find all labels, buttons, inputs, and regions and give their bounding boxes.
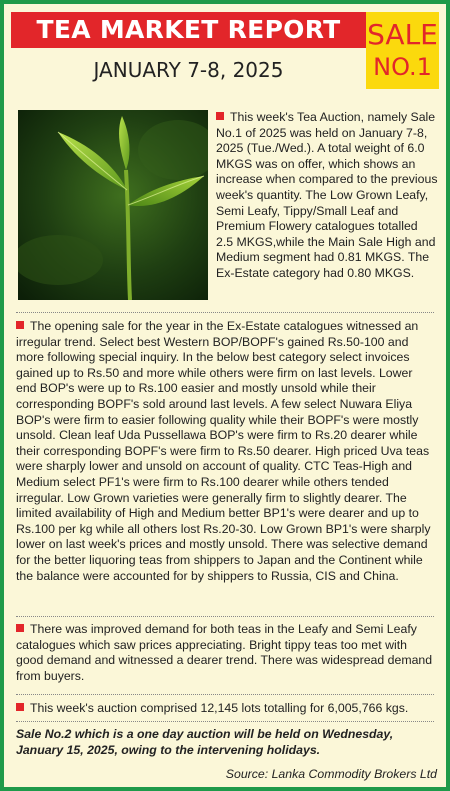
divider [16, 694, 434, 695]
sale-badge-line1: SALE [367, 18, 438, 51]
lots-paragraph [16, 701, 436, 717]
leafy-paragraph-text: There was improved demand for both teas in the Leafy and Semi Leafy catalogues which saw prices appreciating. Bright tippy teas too met with good demand and witnessed a dearer trend. There was widespread demand from buyers. [16, 622, 433, 683]
tea-leaf-photo [18, 110, 208, 300]
bullet-square-icon [16, 703, 24, 711]
bullet-square-icon [16, 321, 24, 329]
source-credit: Source: Lanka Commodity Brokers Ltd [225, 767, 437, 781]
report-title: TEA MARKET REPORT [11, 12, 366, 48]
ex-estate-paragraph [16, 319, 436, 584]
lots-paragraph-text: This week's auction comprised 12,145 lots totalling for 6,005,766 kgs. [30, 701, 409, 715]
bullet-square-icon [216, 112, 224, 120]
sale-badge-line2: NO.1 [373, 53, 432, 81]
report-date: JANUARY 7-8, 2025 [93, 58, 284, 82]
ex-estate-paragraph-text: The opening sale for the year in the Ex-Estate catalogues witnessed an irregular trend. Select best Western BOP/BOPF's gained Rs.50-100 and more following special inquiry. In the below best category select invoices gained up to Rs.50 and more while others were firm on last levels. Lower end BOP's were up to Rs.100 easier and mostly unsold while their corresponding BOPF's sold around last levels. A few select Nuwara Eliya BOP's were firm to easier following quality while their BOPF's were mostly unsold. Clean leaf Uda Pussellawa BOP's were firm to Rs.20 dearer while their corresponding BOPF's were firm to Rs.50 dearer. High priced Uva teas were sharply lower and unsold on account of quality. CTC Teas-High and Medium select PF1's were firm to Rs.100 dearer while others tended irregular. Low Grown varieties were generally firm to slightly dearer. The limited availability of High and Medium better BP1's were dearer and up to Rs.100 per kg while all others lost Rs.20-30. Low Grown BP1's were sharply lower on last week's prices and mostly unsold. There was selective demand for the better liquoring teas from shippers to Japan and the Continent while the balance were accounted for by shippers to Russia, CIS and China. [16, 319, 431, 583]
report-card [4, 4, 446, 787]
intro-paragraph-text: This week's Tea Auction, namely Sale No.1 of 2025 was held on January 7-8, 2025 (Tue./Wed.). A total weight of 6.0 MKGS was on offer, which shows an increase when compared to the previous week's quantity. The Low Grown Leafy, Semi Leafy, Tippy/Small Leaf and Premium Flowery catalogues totalled 2.5 MKGS,while the Main Sale High and Medium segment had 0.81 MKGS. The Ex-Estate category had 0.80 MKGS. [216, 110, 438, 280]
divider [16, 312, 434, 313]
sale-badge [366, 12, 439, 89]
divider [16, 721, 434, 722]
intro-paragraph [216, 110, 438, 282]
next-sale-note: Sale No.2 which is a one day auction will be held on Wednesday, January 15, 2025, owing to the intervening holidays. [16, 727, 394, 757]
bullet-square-icon [16, 624, 24, 632]
divider [16, 616, 434, 617]
leafy-paragraph [16, 622, 436, 684]
